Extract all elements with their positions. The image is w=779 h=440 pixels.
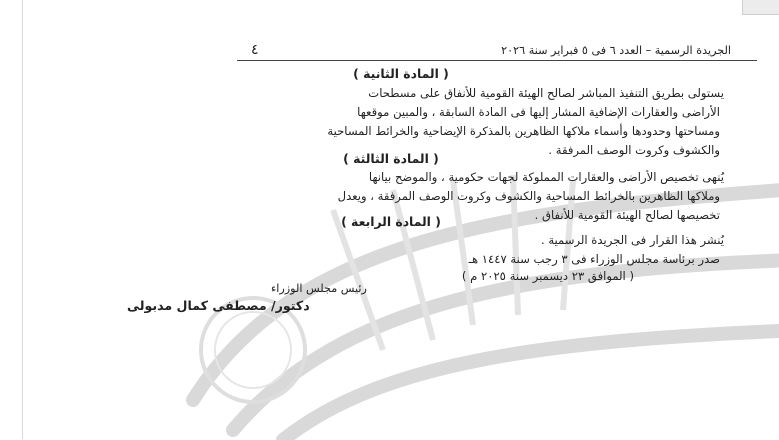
signature-role: رئيس مجلس الوزراء: [271, 282, 367, 295]
article-2-line-2: الأراضى والعقارات الإضافية المشار إليها فى المادة السابقة ، والمبين موقعها: [357, 105, 720, 119]
article-2-line-4: والكشوف وكروت الوصف المرفقة .: [548, 143, 720, 157]
signature-name: دكتور/ مصطفى كمال مدبولى: [127, 298, 310, 313]
article-2-line-3: ومساحتها وحدودها وأسماء ملاكها الظاهرين بالمذكرة الإيضاحية والخرائط المساحية: [327, 124, 720, 138]
article-2-line-1: يستولى بطريق التنفيذ المباشر لصالح الهيئة القومية للأنفاق على مسطحات: [368, 86, 724, 100]
article-3-line-2: وملاكها الظاهرين بالخرائط المساحية والكشوف وكروت الوصف المرفقة ، ويعدل: [337, 189, 720, 203]
article-3-line-3: تخصيصها لصالح الهيئة القومية للأنفاق .: [534, 208, 720, 222]
article-4-heading: ( المادة الرابعة ): [341, 214, 441, 229]
header-title: الجريدة الرسمية – العدد ٦ فى ٥ فبراير سنة ٢٠٢٦: [501, 43, 731, 57]
issuance-line: صدر برئاسة مجلس الوزراء فى ٣ رجب سنة ١٤٤٧ هـ: [468, 252, 720, 266]
issuance-date-gregorian: ( الموافق ٢٣ ديسمبر سنة ٢٠٢٥ م ): [461, 269, 634, 283]
gazette-header: [251, 40, 731, 60]
article-2-heading: ( المادة الثانية ): [353, 66, 449, 81]
article-3-heading: ( المادة الثالثة ): [343, 151, 439, 166]
article-4-line-1: يُنشر هذا القرار فى الجريدة الرسمية .: [540, 233, 724, 247]
article-3-line-1: يُنهى تخصيص الأراضى والعقارات المملوكة لجهات حكومية ، والموضح بيانها: [368, 170, 724, 184]
page-number: ٤: [251, 42, 259, 58]
header-divider: [237, 60, 757, 61]
gazette-page: [22, 0, 760, 439]
